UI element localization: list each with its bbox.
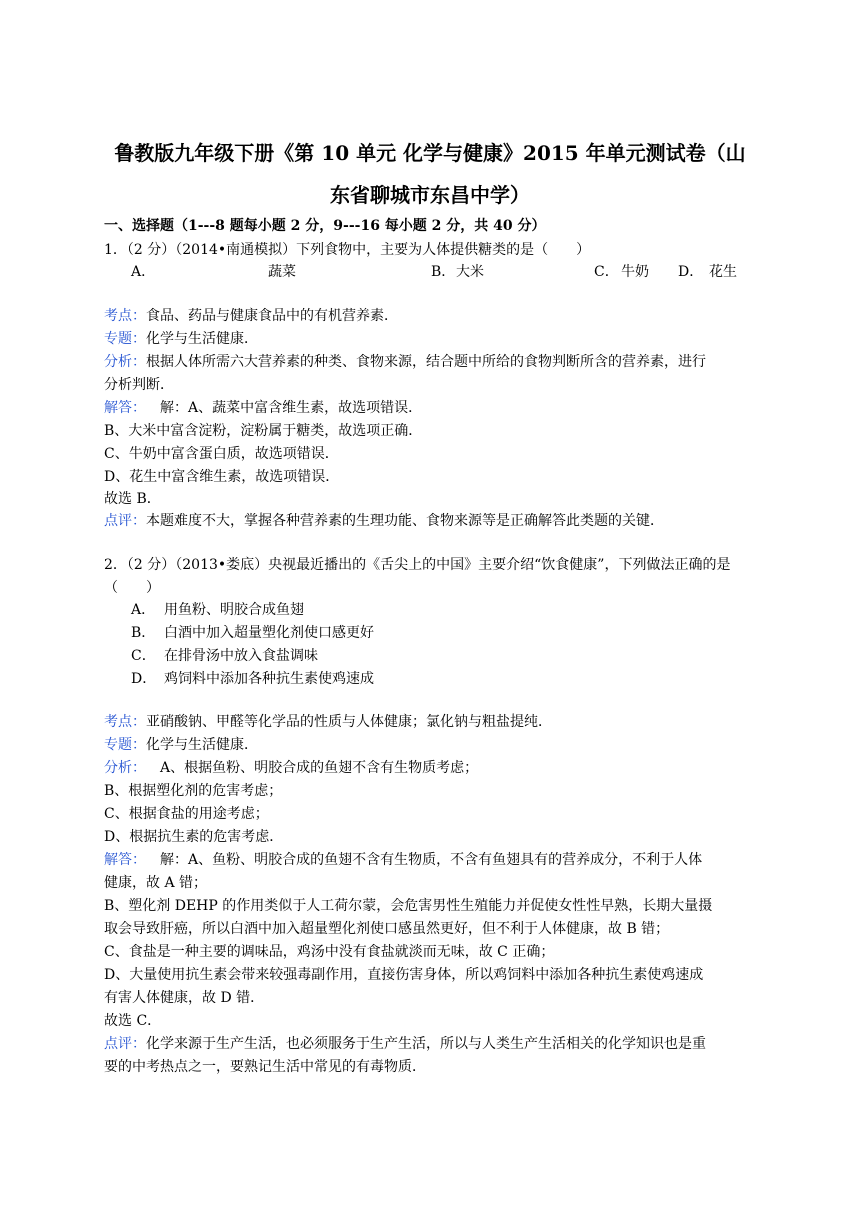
q2-option-a-text: 用鱼粉、明胶合成鱼翅 [164, 602, 304, 618]
q2-fenxi-line: D、根据抗生素的危害考虑． [104, 829, 284, 845]
q1-zhuanti [104, 329, 764, 349]
q2-fenxi-line: B、根据塑化剂的危害考虑； [104, 783, 283, 799]
jieda-label: 解答： [104, 852, 146, 868]
q2-stem: 2．（2 分）（2013•娄底）央视最近播出的《舌尖上的中国》主要介绍“饮食健康”，下列做法正确的是 [104, 557, 731, 573]
dianping-text: 化学来源于生产生活，也必须服务于生产生活，所以与人类生产生活相关的化学知识也是重 [146, 1036, 706, 1052]
q2-jieda-line: 健康，故 A 错； [104, 875, 208, 891]
document-title-line2: 东省聊城市东昌中学） [330, 183, 530, 207]
q2-jieda-line: D、大量使用抗生素会带来较强毒副作用，直接伤害身体，所以鸡饲料中添加各种抗生素使鸡速成 [104, 967, 704, 983]
q1-jieda [104, 398, 764, 418]
q2-stem-cont: （ ） [104, 580, 160, 596]
q1-jieda-line: D、花生中富含维生素，故选项错误． [104, 469, 340, 485]
kaodian-label: 考点： [104, 714, 146, 730]
zhuanti-text: 化学与生活健康． [146, 737, 258, 753]
q2-option-b-letter: B． [131, 625, 156, 641]
zhuanti-label: 专题： [104, 331, 146, 347]
q1-option-d-letter: D． [678, 264, 704, 280]
zhuanti-text: 化学与生活健康． [146, 331, 258, 347]
dianping-label: 点评： [104, 1036, 146, 1052]
kaodian-label: 考点： [104, 308, 146, 324]
dianping-text: 本题难度不大，掌握各种营养素的生理功能、食物来源等是正确解答此类题的关键． [146, 513, 664, 529]
q2-jieda-line: B、塑化剂 DEHP 的作用类似于人工荷尔蒙，会危害男性生殖能力并促使女性性早熟，长期大量摄 [104, 898, 713, 914]
jieda-text: 解：A、鱼粉、明胶合成的鱼翅不含有生物质，不含有鱼翅具有的营养成分，不利于人体 [160, 852, 703, 868]
q2-fenxi-line: C、根据食盐的用途考虑； [104, 806, 269, 822]
q1-option-d-text: 花生 [709, 264, 737, 280]
q2-option-d-letter: D． [131, 671, 157, 687]
fenxi-label: 分析： [104, 760, 146, 776]
q2-option-a-letter: A． [131, 602, 156, 618]
q1-option-b-text: 大米 [456, 264, 484, 280]
kaodian-text: 食品、药品与健康食品中的有机营养素． [146, 308, 398, 324]
q2-fenxi [104, 758, 764, 778]
q1-stem: 1．（2 分）（2014•南通模拟）下列食物中，主要为人体提供糖类的是（ ） [104, 242, 591, 258]
q2-jieda-line: C、食盐是一种主要的调味品，鸡汤中没有食盐就淡而无味，故 C 正确； [104, 944, 555, 960]
q2-option-b-text: 白酒中加入超量塑化剂使口感更好 [164, 625, 374, 641]
kaodian-text: 亚硝酸钠、甲醛等化学品的性质与人体健康；氯化钠与粗盐提纯． [146, 714, 552, 730]
q1-option-b-letter: B． [431, 264, 456, 280]
section-heading: 一、选择题（1---8 题每小题 2 分，9---16 每小题 2 分，共 40 分） [104, 218, 546, 234]
q1-fenxi-cont: 分析判断． [104, 377, 174, 393]
q2-option-c-text: 在排骨汤中放入食盐调味 [164, 648, 318, 664]
jieda-label: 解答： [104, 400, 146, 416]
q1-kaodian [104, 306, 764, 326]
q1-jieda-line: C、牛奶中富含蛋白质，故选项错误． [104, 446, 339, 462]
q2-option-d-text: 鸡饲料中添加各种抗生素使鸡速成 [164, 671, 374, 687]
q2-zhuanti [104, 735, 764, 755]
q2-jieda-line: 有害人体健康，故 D 错． [104, 990, 265, 1006]
jieda-text: 解：A、蔬菜中富含维生素，故选项错误． [160, 400, 423, 416]
q1-option-c-text: 牛奶 [621, 264, 649, 280]
q1-option-a-letter: A． [131, 264, 156, 280]
document-title-line1: 鲁教版九年级下册《第 10 单元 化学与健康》2015 年单元测试卷（山 [114, 141, 746, 165]
dianping-label: 点评： [104, 513, 146, 529]
q2-jieda-line: 取会导致肝癌，所以白酒中加入超量塑化剂使口感虽然更好，但不利于人体健康，故 B 错； [104, 921, 670, 937]
q1-option-c-letter: C． [594, 264, 619, 280]
q1-dianping [104, 511, 764, 531]
q1-jieda-line: B、大米中富含淀粉，淀粉属于糖类，故选项正确． [104, 423, 423, 439]
q1-fenxi [104, 352, 764, 372]
fenxi-text: 根据人体所需六大营养素的种类、食物来源，结合题中所给的食物判断所含的营养素，进行 [146, 354, 706, 370]
q1-option-a-text: 蔬菜 [268, 264, 296, 280]
q2-option-c-letter: C． [131, 648, 156, 664]
q2-dianping [104, 1034, 764, 1054]
fenxi-text: A、根据鱼粉、明胶合成的鱼翅不含有生物质考虑； [160, 760, 479, 776]
zhuanti-label: 专题： [104, 737, 146, 753]
q2-dianping-cont: 要的中考热点之一，要熟记生活中常见的有毒物质． [104, 1059, 426, 1075]
q2-kaodian [104, 712, 764, 732]
q1-answer: 故选 B． [104, 491, 161, 507]
q2-answer: 故选 C． [104, 1013, 162, 1029]
q2-jieda [104, 850, 764, 870]
fenxi-label: 分析： [104, 354, 146, 370]
